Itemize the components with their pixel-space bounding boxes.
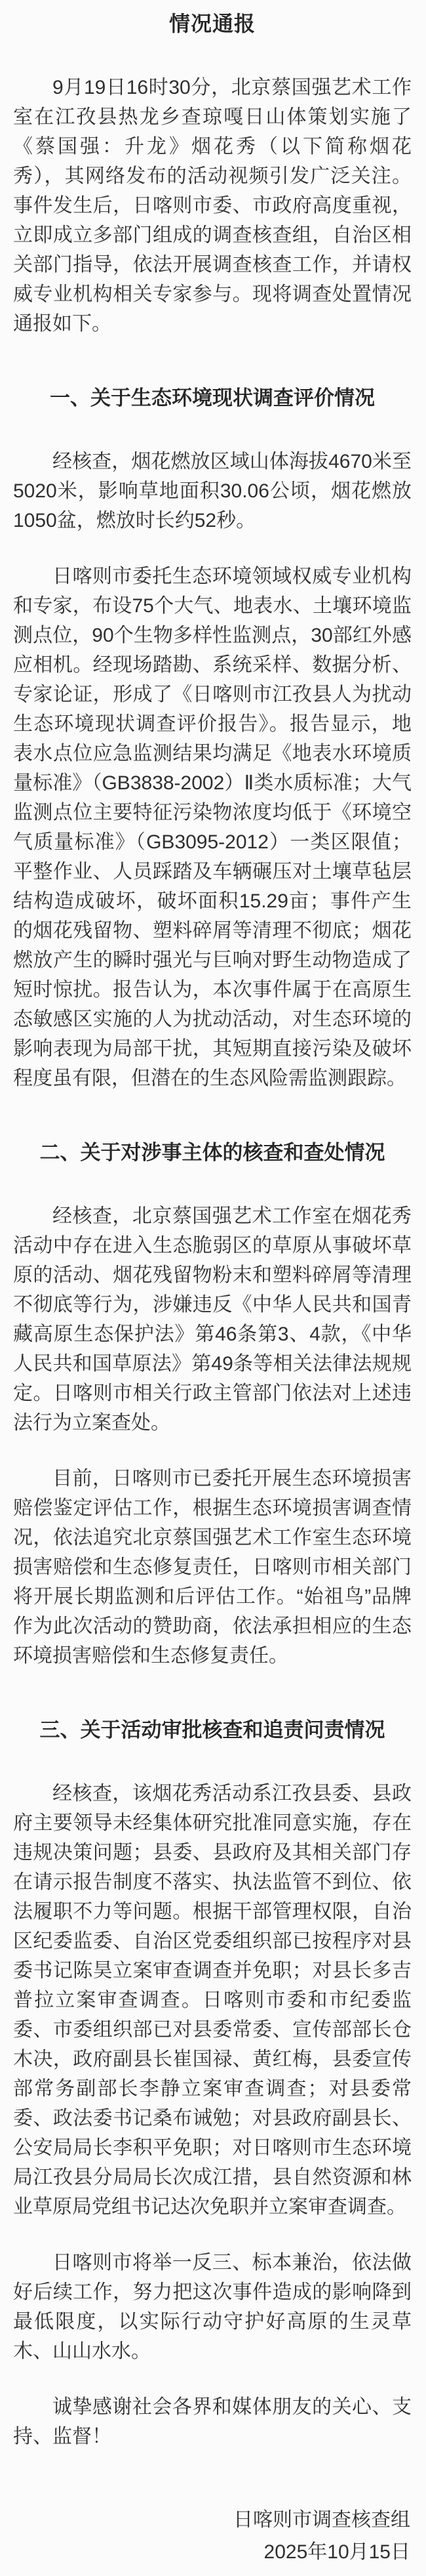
section-2-heading: 二、关于对涉事主体的核查和查处情况	[39, 1141, 385, 1164]
section-3-paragraph-1: 经核查，该烟花秀活动系江孜县委、县政府主要领导未经集体研究批准同意实施，存在违规决策问题；县委、县政府及其相关部门存在请示报告制度不落实、执法监管不到位、依法履职不力等问题。根据干部管理权限，自治区纪委监委、自治区党委组织部已按程序对县委书记陈昊立案审查调查并免职；对县长多吉普拉立案审查调查。日喀则市委和市纪委监委、市委组织部已对县委常委、宣传部部长仓木决，政府副县长崔国禄、黄红梅，县委宣传部常务副部长李静立案审查调查；对县委常委、政法委书记桑布诫勉；对县政府副县长、公安局局长李积平免职；对日喀则市生态环境局江孜县分局局长次成江措，县自然资源和林业草原局党组书记达次免职并立案审查调查。	[13, 1783, 412, 2218]
signature-block	[13, 2505, 412, 2567]
signature-date: 2025年10月15日	[263, 2541, 410, 2563]
intro-paragraph: 9月19日16时30分，北京蔡国强艺术工作室在江孜县热龙乡查琼嘎日山体策划实施了《蔡国强：升龙》烟花秀（以下简称烟花秀），其网络发布的活动视频引发广泛关注。事件发生后，日喀则市委、市政府高度重视，立即成立多部门组成的调查核查组，自治区相关部门指导，依法开展调查核查工作，并请权威专业机构相关专家参与。现将调查处置情况通报如下。	[13, 77, 412, 335]
section-1-paragraph-1: 经核查，烟花燃放区域山体海拔4670米至5020米，影响草地面积30.06公顷，烟花燃放1050盆，燃放时长约52秒。	[13, 451, 412, 531]
section-2-paragraph-1: 经核查，北京蔡国强艺术工作室在烟花秀活动中存在进入生态脆弱区的草原从事破坏草原的活动、烟花残留物粉末和塑料碎屑等清理不彻底等行为，涉嫌违反《中华人民共和国青藏高原生态保护法》第46条第3、4款，《中华人民共和国草原法》第49条等相关法律法规规定。日喀则市相关行政主管部门依法对上述违法行为立案查处。	[13, 1205, 412, 1434]
section-1-paragraph-2: 日喀则市委托生态环境领域权威专业机构和专家，布设75个大气、地表水、土壤环境监测点位，90个生物多样性监测点，30部红外感应相机。经现场踏勘、系统采样、数据分析、专家论证，形成了《日喀则市江孜县人为扰动生态环境现状调查评价报告》。报告显示，地表水点位应急监测结果均满足《地表水环境质量标准》（GB3838-2002）Ⅱ类水质标准；大气监测点位主要特征污染物浓度均低于《环境空气质量标准》（GB3095-2012）一类区限值；平整作业、人员踩踏及车辆碾压对土壤草毡层结构造成破坏，破坏面积15.29亩；事件产生的烟花残留物、塑料碎屑等清理不彻底；烟花燃放产生的瞬时强光与巨响对野生动物造成了短时惊扰。报告认为，本次事件属于在高原生态敏感区实施的人为扰动活动，对生态环境的影响表现为局部干扰，其短期直接污染及破坏程度虽有限，但潜在的生态风险需监测跟踪。	[13, 566, 412, 1089]
section-3-paragraph-2: 日喀则市将举一反三、标本兼治，依法做好后续工作，努力把这次事件造成的影响降到最低限度，以实际行动守护好高原的生灵草木、山山水水。	[13, 2252, 412, 2362]
closing-paragraph: 诚挚感谢社会各界和媒体朋友的关心、支持、监督！	[13, 2396, 412, 2447]
section-1-heading: 一、关于生态环境现状调查评价情况	[50, 386, 375, 409]
section-3-heading: 三、关于活动审批核查和追责问责情况	[39, 1718, 385, 1741]
section-2-paragraph-2: 目前，日喀则市已委托开展生态环境损害赔偿鉴定评估工作，根据生态环境损害调查情况，依法追究北京蔡国强艺术工作室生态环境损害赔偿和生态修复责任，日喀则市相关部门将开展长期监测和后评估工作。“始祖鸟”品牌作为此次活动的赞助商，依法承担相应的生态环境损害赔偿和生态修复责任。	[13, 1468, 412, 1667]
signature-organization: 日喀则市调查核查组	[233, 2509, 410, 2531]
page-title: 情况通报	[168, 12, 256, 35]
